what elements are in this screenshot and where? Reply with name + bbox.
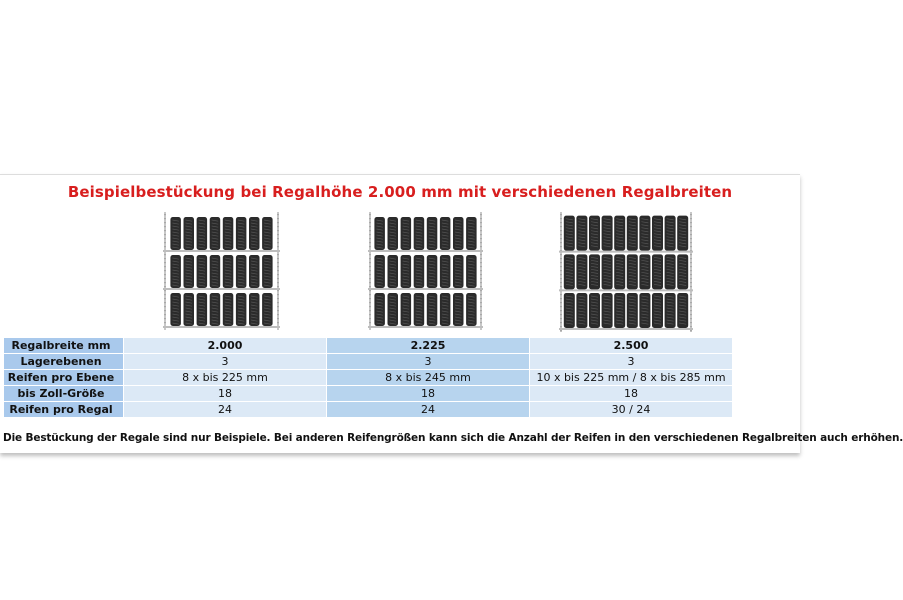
tire bbox=[440, 255, 451, 288]
tire bbox=[453, 293, 464, 326]
table-cell: 18 bbox=[327, 386, 529, 401]
tire bbox=[414, 217, 425, 250]
tires-per-level-row bbox=[4, 370, 732, 385]
tire bbox=[639, 293, 650, 328]
tire bbox=[184, 255, 195, 288]
tire bbox=[223, 293, 234, 326]
shelf-beam bbox=[559, 251, 693, 253]
table-cell: 3 bbox=[327, 354, 529, 369]
tire bbox=[374, 293, 385, 326]
rack-drawing bbox=[367, 212, 484, 330]
row-label: bis Zoll-Größe bbox=[4, 386, 123, 401]
tire bbox=[589, 254, 600, 289]
table-cell: 2.500 bbox=[530, 338, 732, 353]
row-label: Reifen pro Regal bbox=[4, 402, 123, 417]
tire bbox=[627, 216, 638, 251]
tire bbox=[466, 255, 477, 288]
shelf-beam bbox=[368, 326, 483, 328]
tire bbox=[197, 217, 208, 250]
table-cell: 30 / 24 bbox=[530, 402, 732, 417]
row-label: Lagerebenen bbox=[4, 354, 123, 369]
tire bbox=[440, 293, 451, 326]
tire-rack-illustration-1 bbox=[162, 212, 281, 330]
row-label: Regalbreite mm bbox=[4, 338, 123, 353]
shelf-beam bbox=[163, 288, 280, 290]
tire bbox=[466, 217, 477, 250]
tire bbox=[677, 293, 688, 328]
tire bbox=[223, 255, 234, 288]
shelf-beam bbox=[368, 250, 483, 252]
shelf-beam bbox=[368, 288, 483, 290]
shelf-beam bbox=[559, 289, 693, 291]
tire bbox=[236, 293, 247, 326]
tire bbox=[262, 293, 273, 326]
table-cell: 18 bbox=[530, 386, 732, 401]
table-cell: 18 bbox=[124, 386, 326, 401]
tire bbox=[170, 217, 181, 250]
tire bbox=[210, 293, 221, 326]
tire bbox=[401, 217, 412, 250]
tire bbox=[210, 255, 221, 288]
tire bbox=[170, 255, 181, 288]
rack-drawing bbox=[558, 212, 694, 332]
table-cell: 3 bbox=[530, 354, 732, 369]
rack-drawing bbox=[162, 212, 281, 330]
footnote: Die Bestückung der Regale sind nur Beispiele. Bei anderen Reifengrößen kann sich die Anzahl der Reifen in den verschiedenen Regalbreiten auch erhöhen. bbox=[3, 432, 903, 444]
specification-table bbox=[3, 337, 733, 418]
tire bbox=[197, 255, 208, 288]
tire bbox=[184, 217, 195, 250]
tire bbox=[564, 216, 575, 251]
tire bbox=[223, 217, 234, 250]
max-inch-size-row bbox=[4, 386, 732, 401]
table-cell: 8 x bis 245 mm bbox=[327, 370, 529, 385]
tire bbox=[665, 216, 676, 251]
table-cell: 2.225 bbox=[327, 338, 529, 353]
tire bbox=[652, 254, 663, 289]
tire bbox=[374, 255, 385, 288]
tire bbox=[236, 217, 247, 250]
table-cell: 24 bbox=[124, 402, 326, 417]
tire-rack-illustration-3 bbox=[558, 212, 694, 332]
table-cell: 3 bbox=[124, 354, 326, 369]
tire bbox=[388, 293, 399, 326]
tire bbox=[627, 254, 638, 289]
tire bbox=[639, 216, 650, 251]
tires-per-rack-row bbox=[4, 402, 732, 417]
shelf-beam bbox=[163, 250, 280, 252]
table-cell: 10 x bis 225 mm / 8 x bis 285 mm bbox=[530, 370, 732, 385]
tire bbox=[614, 254, 625, 289]
tire bbox=[589, 216, 600, 251]
tire bbox=[440, 217, 451, 250]
tire bbox=[589, 293, 600, 328]
tire bbox=[388, 217, 399, 250]
tire bbox=[602, 216, 613, 251]
tire bbox=[639, 254, 650, 289]
row-label: Reifen pro Ebene bbox=[4, 370, 123, 385]
tire bbox=[627, 293, 638, 328]
tire bbox=[427, 293, 438, 326]
tire bbox=[184, 293, 195, 326]
tire bbox=[564, 293, 575, 328]
tire bbox=[576, 254, 587, 289]
tire bbox=[249, 255, 260, 288]
tire bbox=[652, 293, 663, 328]
tire bbox=[249, 293, 260, 326]
tire bbox=[249, 217, 260, 250]
tire-rack-illustration-2 bbox=[367, 212, 484, 330]
tire bbox=[677, 254, 688, 289]
tire bbox=[453, 217, 464, 250]
tire bbox=[602, 293, 613, 328]
tire bbox=[677, 216, 688, 251]
tire bbox=[576, 293, 587, 328]
tire bbox=[388, 255, 399, 288]
shelf-width-row bbox=[4, 338, 732, 353]
tire bbox=[401, 255, 412, 288]
tire bbox=[401, 293, 412, 326]
tire bbox=[652, 216, 663, 251]
tire bbox=[466, 293, 477, 326]
tire bbox=[262, 217, 273, 250]
tire bbox=[602, 254, 613, 289]
tire bbox=[614, 293, 625, 328]
tire bbox=[614, 216, 625, 251]
table-cell: 8 x bis 225 mm bbox=[124, 370, 326, 385]
tire bbox=[374, 217, 385, 250]
page-title: Beispielbestückung bei Regalhöhe 2.000 mm mit verschiedenen Regalbreiten bbox=[67, 183, 733, 201]
tire bbox=[665, 254, 676, 289]
shelf-beam bbox=[559, 328, 693, 330]
tire bbox=[427, 217, 438, 250]
tire bbox=[665, 293, 676, 328]
table-cell: 2.000 bbox=[124, 338, 326, 353]
tire bbox=[453, 255, 464, 288]
tire bbox=[197, 293, 208, 326]
tire bbox=[262, 255, 273, 288]
tire bbox=[170, 293, 181, 326]
shelf-levels-row bbox=[4, 354, 732, 369]
tire bbox=[236, 255, 247, 288]
tire bbox=[564, 254, 575, 289]
tire bbox=[414, 255, 425, 288]
tire bbox=[414, 293, 425, 326]
tire bbox=[427, 255, 438, 288]
table-cell: 24 bbox=[327, 402, 529, 417]
shelf-beam bbox=[163, 326, 280, 328]
tire bbox=[576, 216, 587, 251]
tire bbox=[210, 217, 221, 250]
